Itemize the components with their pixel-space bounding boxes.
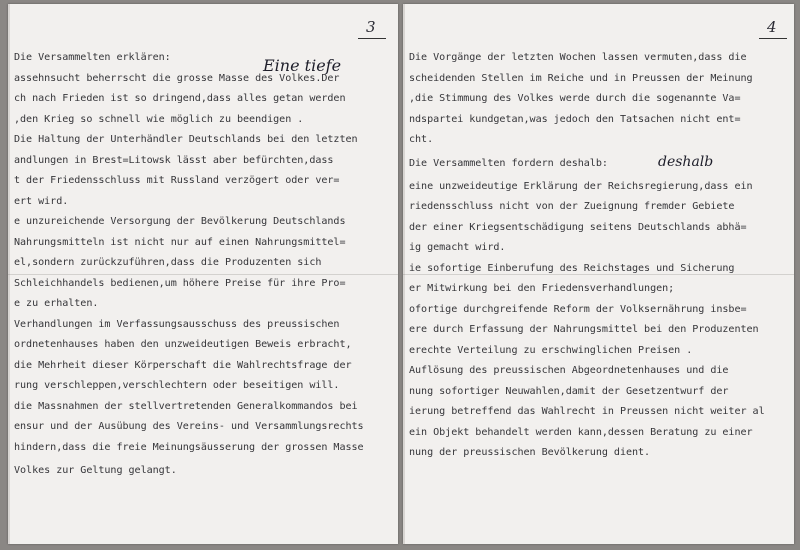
text-line: e unzureichende Versorgung der Bevölkerung Deutschlands (14, 216, 346, 227)
text-line: ,die Stimmung des Volkes werde durch die sogenannte Va= (409, 93, 741, 104)
handwritten-note: Eine tiefe (263, 56, 342, 75)
typed-text-block (14, 48, 394, 484)
text-line: nung der preussischen Bevölkerung dient. (409, 447, 651, 458)
page-number: 3 (366, 18, 376, 36)
text-line: er Mitwirkung bei den Friedensverhandlungen; (409, 283, 675, 294)
text-line: Nahrungsmitteln ist nicht nur auf einen Nahrungsmittel= (14, 236, 346, 248)
text-line: ensur und der Ausübung des Vereins- und Versammlungsrechts (14, 421, 364, 432)
text-line: e zu erhalten. (14, 298, 99, 309)
text-line: riedensschluss nicht von der Zueignung fremder Gebiete (409, 201, 735, 212)
text-line: Verhandlungen im Verfassungsausschuss des preussischen (14, 318, 340, 330)
text-line: Volkes zur Geltung gelangt. (14, 465, 177, 476)
text-line: ierung betreffend das Wahlrecht in Preussen nicht weiter al (409, 406, 765, 417)
text-line: rung verschleppen,verschlechtern oder beseitigen will. (14, 380, 340, 391)
text-line: ere durch Erfassung der Nahrungsmittel bei den Produzenten (409, 324, 759, 335)
text-line: ch nach Frieden ist so dringend,dass alles getan werden (14, 93, 346, 104)
text-line: Die Versammelten erklären: (14, 52, 171, 63)
text-line: eine unzweideutige Erklärung der Reichsregierung,dass ein (409, 180, 753, 192)
text-line: die Massnahmen der stellvertretenden Generalkommandos bei (14, 400, 358, 412)
typed-text-block (409, 48, 790, 464)
text-line: ie sofortige Einberufung des Reichstages und Sicherung (409, 262, 735, 274)
text-line: ert wird. (14, 195, 69, 207)
right-document-page (403, 4, 794, 544)
text-line: ofortige durchgreifende Reform der Volksernährung insbe= (409, 303, 747, 315)
text-line: nung sofortiger Neuwahlen,damit der Gesetzentwurf der (409, 385, 729, 397)
text-line: Die Haltung der Unterhändler Deutschlands bei den letzten (14, 134, 358, 145)
text-line: ,den Krieg so schnell wie möglich zu beendigen . (14, 113, 304, 125)
text-line: scheidenden Stellen im Reiche und in Preussen der Meinung (409, 72, 753, 84)
text-line: Die Vorgänge der letzten Wochen lassen vermuten,dass die (409, 52, 747, 63)
text-line: Schleichhandels bedienen,um höhere Preise für ihre Pro= (14, 277, 346, 289)
text-line: ein Objekt behandelt werden kann,dessen Beratung zu einer (409, 426, 753, 438)
page-number: 4 (767, 18, 777, 36)
text-line: andlungen in Brest=Litowsk lässt aber befürchten,dass (14, 154, 334, 166)
text-line: hindern,dass die freie Meinungsäusserung der grossen Masse (14, 441, 364, 453)
text-line: t der Friedensschluss mit Russland verzögert oder ver= (14, 175, 340, 186)
text-line: cht. (409, 134, 434, 145)
text-line: ordnetenhauses haben den unzweideutigen Beweis erbracht, (14, 339, 352, 350)
text-line: Die Versammelten fordern deshalb: (409, 157, 608, 169)
text-line: ig gemacht wird. (409, 242, 506, 253)
left-document-page (8, 4, 398, 544)
text-line: erechte Verteilung zu erschwinglichen Preisen . (409, 344, 693, 356)
text-line: die Mehrheit dieser Körperschaft die Wahlrechtsfrage der (14, 359, 352, 371)
handwritten-note: deshalb (658, 154, 714, 170)
text-line: der einer Kriegsentschädigung seitens Deutschlands abhä= (409, 221, 747, 233)
text-line: Auflösung des preussischen Abgeordnetenhauses und die (409, 365, 729, 376)
text-line: el,sondern zurückzuführen,dass die Produzenten sich (14, 257, 322, 268)
text-line: assehnsucht beherrscht die grosse Masse des Volkes.Der (14, 72, 340, 84)
text-line: ndspartei kundgetan,was jedoch den Tatsachen nicht ent= (409, 113, 741, 125)
